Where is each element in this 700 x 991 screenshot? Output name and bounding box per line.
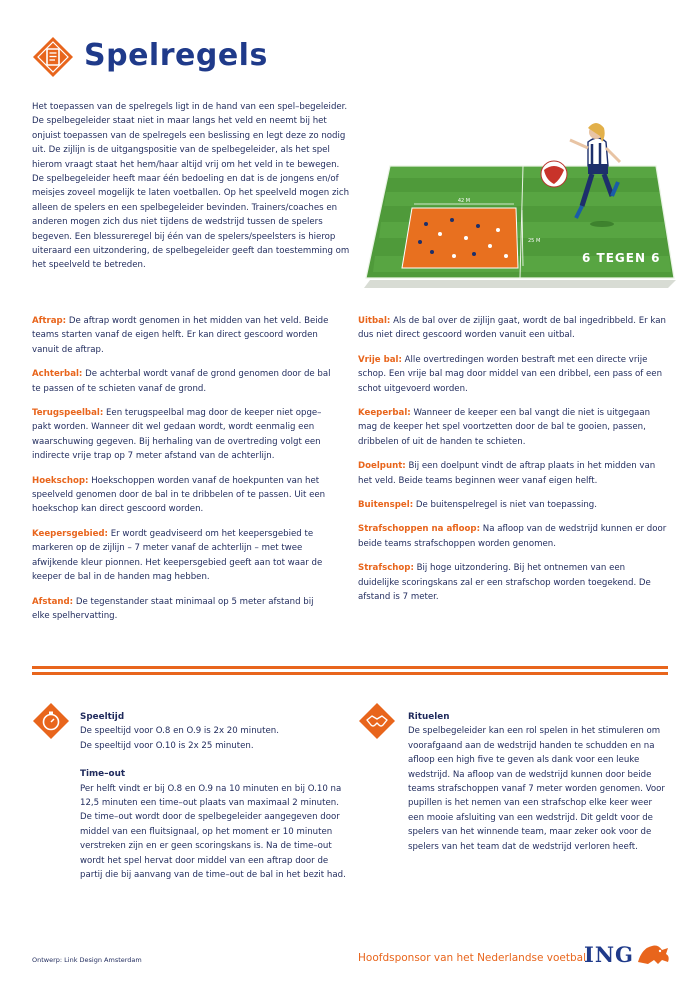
- field-width-label: 42 M: [457, 198, 471, 204]
- rule-hoekschop: [32, 474, 332, 517]
- sponsor-text: Hoofdsponsor van het Nederlandse voetbal: [358, 952, 587, 964]
- field-depth-label: 25 M: [528, 238, 541, 244]
- rule-strafschoppen-na-afloop: [358, 522, 668, 551]
- speeltijd-section: [80, 710, 350, 896]
- rule-term: Strafschop:: [358, 563, 414, 574]
- field-format-label: 6 TEGEN 6: [582, 251, 661, 265]
- speeltijd-line-2: De speeltijd voor O.10 is 2x 25 minuten.: [80, 740, 254, 751]
- rule-term: Hoekschop:: [32, 475, 89, 486]
- rule-terugspeelbal: [32, 406, 332, 464]
- timeout-heading: Time–out: [80, 769, 126, 780]
- timeout-text: Per helft vindt er bij O.8 en O.9 na 10 minuten en bij O.10 na 12,5 minuten een time–out plaats van maximaal 2 minuten. De time–out wordt door de spelbegeleider aangegeven door middel van een fluitsignaal, op het moment er 10 minuten verstreken zijn en er geen scoringskans is. Na de time–out wordt het spel hervat door middel van een aftrap door de partij die bij aanvang van de time–out de bal in het bezit had.: [80, 783, 346, 881]
- rule-term: Keeperbal:: [358, 408, 411, 419]
- rule-term: Terugspeelbal:: [32, 408, 104, 419]
- rule-term: Keepersgebied:: [32, 528, 108, 539]
- field-illustration: [356, 96, 676, 296]
- stopwatch-icon: [32, 702, 70, 740]
- rule-buitenspel: [358, 498, 668, 512]
- speeltijd-heading: Speeltijd: [80, 712, 125, 722]
- rituelen-heading: Rituelen: [408, 712, 450, 722]
- lion-icon: [636, 940, 672, 966]
- rule-term: Vrije bal:: [358, 354, 402, 365]
- rule-vrije-bal: [358, 353, 668, 396]
- rule-text: Er wordt geadviseerd om het keepersgebied te markeren op de zijlijn – 7 meter vanaf de achterlijn – met twee afwijkende kleur pionnen. Het keepersgebied geeft aan tot waar de keeper de bal in de handen mag hebben.: [32, 528, 323, 583]
- page-title: Spelregels: [84, 38, 268, 73]
- ing-logo-text: ING: [584, 942, 634, 967]
- rule-text: Hoekschoppen worden vanaf de hoekpunten van het speelveld genomen door de bal in te dribbelen of te passen. Uit een hoekschop kan direct gescoord worden.: [32, 475, 326, 515]
- rule-term: Doelpunt:: [358, 461, 406, 472]
- rules-column-left: [32, 314, 332, 633]
- rule-text: Bij hoge uitzondering. Bij het ontnemen van een duidelijke scoringskans zal er een strafschop worden toegekend. De afstand is 7 meter.: [358, 563, 651, 603]
- handshake-icon: [358, 702, 396, 740]
- rule-afstand: [32, 595, 332, 624]
- ball-icon: [541, 161, 567, 187]
- rule-text: De achterbal wordt vanaf de grond genomen door de bal te passen of te schieten vanaf de grond.: [32, 369, 331, 394]
- speeltijd-line-1: De speeltijd voor O.8 en O.9 is 2x 20 minuten.: [80, 726, 279, 737]
- rule-text: Na afloop van de wedstrijd kunnen er door beide teams strafschoppen worden genomen.: [358, 524, 667, 549]
- rule-achterbal: [32, 367, 332, 396]
- rule-keepersgebied: [32, 527, 332, 585]
- rule-text: De aftrap wordt genomen in het midden van het veld. Beide teams starten vanaf de eigen helft. Er kan direct gescoord worden vanuit de aftrap.: [32, 316, 329, 355]
- rule-term: Uitbal:: [358, 316, 391, 326]
- rule-text: Bij een doelpunt vindt de aftrap plaats in het midden van het veld. Beide teams beginnen weer vanaf eigen helft.: [358, 461, 656, 486]
- rule-text: Een terugspeelbal mag door de keeper niet opge–pakt worden. Wanneer dit wel gedaan wordt, wordt eenmalig een waarschuwing gegeven. Bij herhaling van de overtreding volgt een indirecte vrije trap op 7 meter afstand van de achterlijn.: [32, 408, 322, 462]
- rule-text: Alle overtredingen worden bestraft met een directe vrije schop. Een vrije bal mag door middel van een dribbel, een pass of een schot uitgevoerd worden.: [358, 354, 663, 394]
- rule-text: De buitenspelregel is niet van toepassing.: [413, 500, 597, 511]
- design-credit: Ontwerp: Link Design Amsterdam: [32, 956, 142, 964]
- rules-column-right: [358, 314, 668, 615]
- playing-zone: [402, 208, 518, 268]
- rule-term: Aftrap:: [32, 316, 67, 326]
- rule-doelpunt: [358, 459, 668, 488]
- section-divider: [32, 666, 668, 676]
- rule-term: Strafschoppen na afloop:: [358, 524, 481, 535]
- rule-term: Buitenspel:: [358, 500, 414, 511]
- intro-paragraph: Het toepassen van de spelregels ligt in de hand van een spel–begeleider. De spelbegeleider staat niet in maar langs het veld en neemt bij het onjuist toepassen van de spelregels een beslissing en legt deze zo nodig uit. De zijlijn is de uitgangspositie van de spelbegeleider, als het spel hierom vraagt staat het hem/haar altijd vrij om het veld in te bewegen. De spelbegeleider heeft maar één bedoeling en dat is de jongens en/of meisjes zoveel mogelijk te laten voetballen. Op het speelveld mogen zich alleen de spelers en een spelbegeleider bevinden. Trainers/coaches en anderen mogen zich dus niet tijdens de wedstrijd tussen de spelers begeven. Een blessureregel bij één van de spelers/speelsters is hierop uiteraard een uitzondering, de spelbegeleider geeft dan toestemming om het speelveld te betreden.: [32, 102, 350, 271]
- rule-text: Wanneer de keeper een bal vangt die niet is uitgegaan mag de keeper het spel voortzetten door de bal te gooien, passen, dribbelen of uit de handen te schieten.: [358, 408, 651, 447]
- rule-text: Als de bal over de zijlijn gaat, wordt de bal ingedribbeld. Er kan dus niet direct gescoord worden vanuit een uitbal.: [358, 316, 666, 341]
- rule-term: Afstand:: [32, 596, 74, 607]
- rule-uitbal: [358, 314, 668, 343]
- rule-strafschop: [358, 561, 668, 604]
- rule-text: De tegenstander staat minimaal op 5 meter afstand bij elke spelhervatting.: [32, 596, 314, 621]
- rituelen-section: [408, 710, 670, 868]
- rituelen-text: De spelbegeleider kan een rol spelen in het stimuleren om voorafgaand aan de wedstrijd handen te schudden en na afloop een high five te geven als dank voor een leuke wedstrijd. Na afloop van de wedstrijd kunnen door beide teams strafschoppen vanaf 7 meter worden genomen. Voor pupillen is het nemen van een strafschop elke keer weer een mooie afsluiting van een wedstrijd. Dit geldt voor de spelers van het winnende team, maar zeker ook voor de spelers van het team dat de wedstrijd verloren heeft.: [408, 726, 665, 852]
- rule-aftrap: [32, 314, 332, 357]
- rule-term: Achterbal:: [32, 369, 83, 380]
- rule-keeperbal: [358, 406, 668, 449]
- field-shadow: [364, 280, 676, 288]
- rulebook-icon: [32, 36, 74, 78]
